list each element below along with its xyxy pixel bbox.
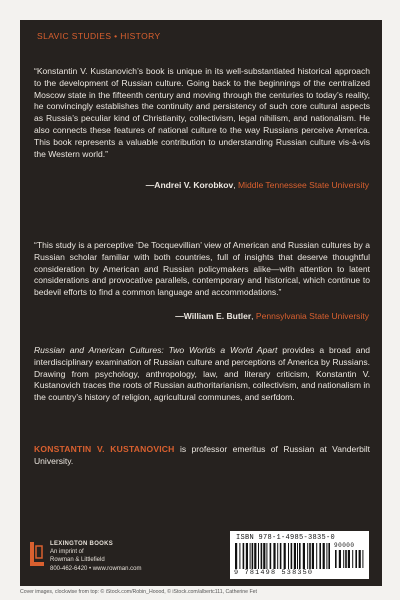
barcode-bar (335, 550, 337, 568)
barcode-bar (297, 543, 298, 569)
author-name: KONSTANTIN V. KUSTANOVICH (34, 444, 175, 454)
bio-text: is professor emeritus of Russian at Vanderbilt University. (34, 444, 370, 466)
barcode-bars (234, 543, 330, 569)
barcode-bar (243, 543, 245, 569)
barcode-bar (235, 543, 237, 569)
barcode-bar (252, 543, 254, 569)
barcode-bar (362, 550, 363, 568)
barcode-bar (309, 543, 311, 569)
publisher-logo-icon (30, 542, 44, 566)
barcode-bar (328, 543, 330, 569)
barcode-bar (307, 543, 308, 569)
barcode-bar (239, 543, 240, 569)
category-label: SLAVIC STUDIES • HISTORY (37, 31, 161, 41)
barcode-bar (319, 543, 321, 569)
publisher-parent: Rowman & Littlefield (50, 557, 105, 564)
publisher-block (30, 540, 220, 580)
barcode-bar (299, 543, 301, 569)
attribution-affiliation: Middle Tennessee State University (238, 180, 369, 190)
publisher-imprint: An imprint of (50, 549, 84, 556)
book-title: Russian and American Cultures: Two Worlds a World Apart (34, 345, 278, 355)
barcode-bar (326, 543, 327, 569)
barcode-bar (348, 550, 350, 568)
supplement-barcode-bars (334, 550, 364, 576)
barcode-bar (339, 550, 341, 568)
back-cover (20, 20, 382, 586)
isbn-number: ISBN 978-1-4985-3835-0 (236, 534, 336, 542)
barcode-bar (359, 550, 361, 568)
barcode-bar (266, 543, 267, 569)
barcode-bar (355, 550, 357, 568)
attribution-affiliation: Pennsylvania State University (255, 311, 369, 321)
barcode-bar (254, 543, 256, 569)
barcode-bar (294, 543, 296, 569)
book-description (34, 345, 370, 404)
quote-korobkov-attribution: —Andrei V. Korobkov, Middle Tennessee State University (145, 180, 369, 190)
author-bio (34, 444, 370, 468)
barcode-bar (312, 543, 314, 569)
barcode-bar (270, 543, 272, 569)
barcode-bar (284, 543, 286, 569)
description-text: provides a broad and interdisciplinary examination of Russian culture and perceptions of America by Russians. Drawing from psychology, anthropology, law, and literary criticism, Konstantin V. Kustanovich traces the roots of Russian authoritarianism, collectivism, and nationalism in the country’s history of religion, agricultural communes, and serfdom. (34, 345, 370, 403)
barcode-bar (352, 550, 353, 568)
image-credits: Cover images, clockwise from top: © iStock.com/Robin_Hoood, © iStock.com/albertc111, Catherine Fet (20, 589, 257, 595)
barcode-digits: 9 781498 538350 (234, 569, 314, 577)
barcode-bar (291, 543, 293, 569)
barcode-bar (343, 550, 344, 568)
barcode-bar (263, 543, 265, 569)
isbn-barcode (230, 531, 369, 579)
barcode-bar (273, 543, 275, 569)
publisher-name: LEXINGTON BOOKS (50, 541, 114, 547)
barcode-bar (345, 550, 347, 568)
barcode-bar (280, 543, 282, 569)
barcode-bar (261, 543, 263, 569)
barcode-bar (246, 543, 248, 569)
attribution-name: —Andrei V. Korobkov (145, 180, 234, 190)
barcode-bar (323, 543, 325, 569)
quote-korobkov: “Konstantin V. Kustanovich’s book is unique in its well-substantiated historical approach to the development of Russian culture. Going back to the beginnings of the centralized Moscow state in the fifteenth century and moving through the centuries to today’s reality, he convincingly establishes the continuity and persistency of such core cultural aspects as Russia’s peculiar kind of Christianity, collectivism, legal nihilism, and nationalism. He also connects these features of national culture to the way Russians perceive America. This book represents a valuable contribution to understanding Russian culture vis-à-vis the Western world.” (34, 66, 370, 159)
barcode-bar (316, 543, 317, 569)
barcode-bar (277, 543, 278, 569)
barcode-bar (258, 543, 259, 569)
attribution-name: —William E. Butler (175, 311, 252, 321)
quote-butler: “This study is a perceptive ‘De Tocquevillian’ view of American and Russian cultures by a Russian scholar familiar with both countries, full of insights that deserve thoughtful consideration by American and Russian policymakers alike—with attention to latent considerations and provocative parallels, contemporary and historical, which continue to bedevil efforts to find a common language and accommodations.” (34, 240, 370, 298)
barcode-bar (288, 543, 289, 569)
quote-butler-attribution: —William E. Butler, Pennsylvania State University (175, 311, 369, 321)
supplement-digits: 90000 (334, 542, 355, 549)
barcode-bar (303, 543, 305, 569)
publisher-text (50, 540, 141, 573)
barcode-bar (250, 543, 251, 569)
publisher-contact: 800-462-6420 • www.rowman.com (50, 565, 142, 572)
